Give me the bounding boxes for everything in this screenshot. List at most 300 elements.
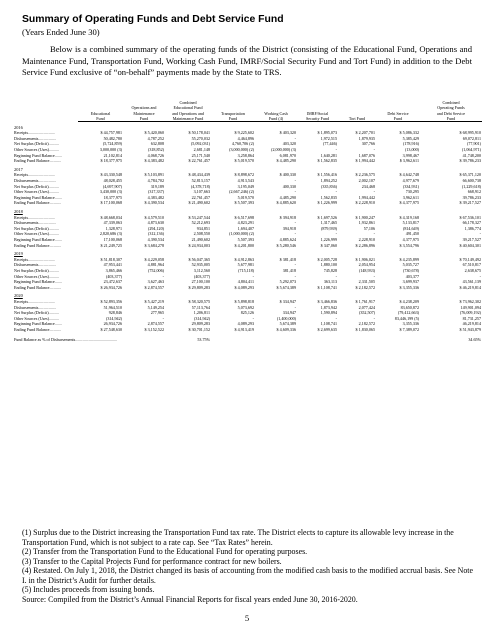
table-cell: (314,942) — [105, 315, 122, 321]
row-label: Receipts.......................... — [14, 172, 55, 178]
table-cell: 307,766 — [361, 141, 375, 147]
table-cell: $ 1,994,442 — [355, 158, 375, 164]
year-label: 2017 — [14, 166, 23, 172]
table-cell: 52,212,693 — [191, 220, 210, 226]
table-cell: 1,108,741 — [320, 321, 337, 327]
table-cell: - — [294, 262, 296, 268]
table-cell: 4,760,706 (2) — [231, 141, 254, 147]
table-cell: $ 5,086,332 — [399, 130, 419, 136]
table-cell: 1,386,774 — [464, 225, 481, 231]
table-cell: - — [335, 231, 337, 237]
fund-balance-label: Fund Balance as % of Disbursements......................................... — [14, 337, 118, 343]
table-cell: 5,507,393 — [237, 236, 254, 242]
table-cell: - — [373, 315, 375, 321]
table-cell: 29,809,283 — [191, 321, 210, 327]
table-cell: 3,195,049 — [237, 183, 254, 189]
table-cell: $ 5,103,891 — [144, 172, 164, 178]
table-cell: 21,490,602 — [191, 236, 210, 242]
row-label: Disbursements................. — [14, 178, 56, 184]
column-header: Fund — [123, 116, 165, 122]
table-cell: $ 2,005,728 — [317, 256, 337, 262]
table-cell: 632,808 — [150, 141, 164, 147]
table-cell: 1,972,515 — [320, 135, 337, 141]
table-cell: $ 1,556,416 — [317, 172, 337, 178]
column-header: Fund — [376, 116, 420, 122]
table-cell: (294,120) — [147, 225, 164, 231]
table-cell: 41,748,200 — [462, 152, 481, 158]
table-cell: 47,339,063 — [103, 220, 122, 226]
table-cell: - — [294, 178, 296, 184]
table-cell: 3,430,000 (3) — [99, 189, 122, 195]
table-cell: $ 4,319,168 — [399, 214, 419, 220]
column-header: Fund (4) — [255, 116, 297, 122]
table-cell: 3,998,467 — [402, 152, 419, 158]
table-cell: - — [294, 220, 296, 226]
page-subtitle: (Years Ended June 30) — [22, 27, 100, 37]
table-cell: $ 3,466,836 — [317, 298, 337, 304]
table-cell: $ 18,377,975 — [100, 158, 122, 164]
table-cell: 1,873,942 — [320, 304, 337, 310]
table-cell: $ 3,554,796 — [399, 242, 419, 248]
row-label: Beginning Fund Balance....... — [14, 194, 62, 200]
table-cell: - — [373, 147, 375, 153]
year-row — [14, 164, 482, 173]
column-header: and Debt Service — [436, 110, 466, 116]
table-cell: $ 403,320 — [279, 130, 296, 136]
row-label: Other Sources (Uses).......... — [14, 189, 60, 195]
footnote: (3) Transfer to the Capital Projects Fund for performance contract for new boilers. — [22, 556, 282, 566]
table-cell: 4,787,252 — [147, 135, 164, 141]
table-cell: 39,217,527 — [462, 236, 481, 242]
year-row — [14, 122, 482, 131]
table-cell: $ 48,668,034 — [100, 214, 122, 220]
row-label: Disbursements................. — [14, 135, 56, 141]
table-cell: - — [294, 273, 296, 279]
table-cell: $ 4,390,534 — [144, 200, 164, 206]
table-cell: $ 400,330 — [279, 172, 296, 178]
table-cell: (2,667,246) (2) — [229, 189, 254, 195]
table-cell: $ 6,517,698 — [234, 214, 254, 220]
table-cell: $ 26,934,726 — [100, 284, 122, 290]
table-cell: (317,337) — [147, 189, 164, 195]
table-cell: $ 347,060 — [320, 242, 337, 248]
fund-balance-combined-total: 34.65% — [468, 336, 481, 342]
table-cell: (76,009,192) — [459, 310, 481, 316]
table-cell: 17,100,068 — [103, 236, 122, 242]
table-cell: 1,687,076 — [358, 152, 375, 158]
table-cell: $ 2,236,575 — [355, 172, 375, 178]
table-cell: $ 1,562,835 — [317, 158, 337, 164]
table-cell: (13,000) — [405, 147, 419, 153]
table-cell: 50,482,780 — [103, 135, 122, 141]
table-cell: 4,873,630 — [147, 220, 164, 226]
table-cell: 149,901,094 — [460, 304, 481, 310]
table-cell: 4,885,624 — [279, 236, 296, 242]
table-cell: 2,228,910 — [358, 236, 375, 242]
table-cell: 39,786,233 — [462, 194, 481, 200]
row-label: Net Surplus (Deficit).......... — [14, 183, 59, 189]
table-cell: (5,092,031) — [190, 141, 210, 147]
table-cell: $ 1,830,065 — [355, 326, 375, 332]
table-cell: $ 51,943,879 — [459, 326, 481, 332]
table-cell: 4,913,543 — [237, 178, 254, 184]
table-cell: $ 4,579,510 — [144, 214, 164, 220]
table-cell: 1,226,999 — [320, 236, 337, 242]
table-cell: $ 52,893,356 — [100, 298, 122, 304]
table-cell: 403,377 — [405, 273, 419, 279]
table-cell: 57,106 — [363, 225, 375, 231]
row-label: Receipts.......................... — [14, 130, 55, 136]
table-cell: 5,385,429 — [402, 135, 419, 141]
table-cell: - — [162, 273, 164, 279]
table-cell: 83,446,199 (5) — [394, 315, 419, 321]
table-cell: 1,994,442 — [358, 194, 375, 200]
table-cell: - — [252, 273, 254, 279]
table-cell: 1,880,100 — [320, 262, 337, 268]
table-cell: 277,965 — [150, 310, 164, 316]
page-number: 5 — [244, 613, 250, 623]
table-cell: (752,006) — [147, 267, 164, 273]
row-label: Beginning Fund Balance....... — [14, 321, 62, 327]
table-cell: (4,378,718) — [190, 183, 210, 189]
table-cell: 23,472,637 — [103, 279, 122, 285]
table-cell: $ 21,490,602 — [188, 200, 210, 206]
row-label: Receipts.......................... — [14, 214, 55, 220]
column-header: Combined — [442, 100, 460, 105]
table-cell: 4,383,482 — [147, 194, 164, 200]
table-cell: $ 17,100,068 — [100, 200, 122, 206]
table-cell: $ 4,485,290 — [276, 158, 296, 164]
table-cell: (730,678) — [402, 267, 419, 273]
table-cell: (5,724,859) — [102, 141, 122, 147]
table-cell: $ 50,178,041 — [188, 130, 210, 136]
year-row — [14, 248, 482, 257]
table-cell: 1,879,935 — [358, 135, 375, 141]
table-cell: $ 27,548,630 — [100, 326, 122, 332]
table-cell: 55,270,032 — [191, 135, 210, 141]
column-header: Maintenance — [133, 110, 155, 116]
table-cell: $ 58,320,575 — [188, 298, 210, 304]
table-cell: 394,918 — [282, 225, 296, 231]
row-label: Ending Fund Balance........... — [14, 242, 61, 248]
table-cell: (403,377) — [193, 273, 210, 279]
table-cell: $ 53,247,544 — [188, 214, 210, 220]
column-header: Tort Fund — [338, 116, 376, 122]
table-cell: $ 1,108,741 — [317, 284, 337, 290]
table-cell: 403,320 — [282, 141, 296, 147]
column-header: Educational Fund — [173, 105, 203, 111]
table-cell: 319,189 — [150, 183, 164, 189]
table-cell: (148,933) — [358, 267, 375, 273]
row-label: Receipts.......................... — [14, 256, 55, 262]
table-cell: (1,229,618) — [461, 183, 481, 189]
column-header: and Operations and — [172, 110, 204, 116]
table-cell: $ 5,280,546 — [276, 242, 296, 248]
table-cell: $ 5,019,570 — [234, 158, 254, 164]
table-cell: $ 5,674,389 — [276, 284, 296, 290]
year-label: 2018 — [14, 209, 23, 214]
table-cell: $ 4,912,863 — [234, 256, 254, 262]
table-cell: $ 4,089,293 — [234, 284, 254, 290]
table-cell: $ 4,913,419 — [234, 326, 254, 332]
table-cell: $ 3,684,278 — [144, 242, 164, 248]
column-header: Fund — [420, 116, 482, 122]
table-cell: (1,400,000) — [276, 315, 296, 321]
table-cell: - — [479, 231, 481, 237]
row-label: Net Surplus (Deficit).......... — [14, 141, 59, 147]
table-cell: 400,330 — [282, 183, 296, 189]
table-cell: 83,650,872 — [400, 304, 419, 310]
row-label: Ending Fund Balance........... — [14, 200, 61, 206]
table-cell: 3,865,466 — [105, 267, 122, 273]
intro-paragraph: Below is a combined summary of the operating funds of the District (consisting of the Educational Fund, Operations and Maintenance Fund, Transportation Fund, Working Cash Fund, IMRF/Social Security Fund and Tort Fund) in addition to the Debt Service Fund exclusive of “on-behalf” payments made by the State to TRS. — [22, 44, 472, 78]
table-cell: 825,126 — [240, 310, 254, 316]
table-cell: 745,828 — [323, 267, 337, 273]
table-cell: $ 39,217,527 — [459, 200, 481, 206]
table-cell: $ 2,182,572 — [355, 284, 375, 290]
year-row — [14, 290, 482, 299]
table-cell: (4,697,907) — [102, 183, 122, 189]
table-cell: 3,112,560 — [193, 267, 210, 273]
table-cell: 4,784,702 — [147, 178, 164, 184]
table-cell: $ 70,149,492 — [459, 256, 481, 262]
table-cell: $ 39,786,233 — [459, 158, 481, 164]
table-cell: 5,677,981 — [237, 262, 254, 268]
year-row — [14, 206, 482, 215]
table-cell: (318,852) — [147, 147, 164, 153]
table-cell: $ 44,757,981 — [100, 130, 122, 136]
table-cell: 4,068,726 — [147, 152, 164, 158]
column-header: Transportation — [221, 110, 245, 116]
table-cell: $ 73,962,302 — [459, 298, 481, 304]
table-cell: (403,377) — [105, 273, 122, 279]
table-cell: 1,590,894 — [320, 310, 337, 316]
row-label: Other Sources (Uses).......... — [14, 315, 60, 321]
table-cell: 5,133,817 — [402, 220, 419, 226]
table-cell: $ 22,761,457 — [188, 158, 210, 164]
row-label: Disbursements................. — [14, 262, 56, 268]
table-cell: 2,820,686 (3) — [99, 231, 122, 237]
table-cell: $ 2,228,910 — [355, 200, 375, 206]
row-label: Ending Fund Balance........... — [14, 158, 61, 164]
row-label: Beginning Fund Balance....... — [14, 152, 62, 158]
table-cell: $ 7,389,072 — [399, 326, 419, 332]
row-label: Net Surplus (Deficit).......... — [14, 267, 59, 273]
table-cell: 5,073,692 — [237, 304, 254, 310]
row-label: Receipts.......................... — [14, 298, 55, 304]
table-cell: 3,258,864 — [237, 152, 254, 158]
table-cell: $ 29,809,283 — [188, 284, 210, 290]
row-label: Other Sources (Uses).......... — [14, 231, 60, 237]
table-cell: 46,219,814 — [462, 321, 481, 327]
table-cell: $ 5,898,818 — [234, 298, 254, 304]
table-cell: $ 2,286,896 — [355, 242, 375, 248]
table-cell: $ 2,874,557 — [144, 284, 164, 290]
table-cell: 67,510,817 — [462, 262, 481, 268]
table-cell: (312,136) — [147, 231, 164, 237]
table-cell: 3,627,463 — [147, 279, 164, 285]
table-cell: 69,072,811 — [462, 135, 481, 141]
table-cell: 1,562,835 — [320, 194, 337, 200]
table-cell: 928,846 — [108, 310, 122, 316]
year-label: 2016 — [14, 124, 23, 130]
table-cell: 4,464,896 — [237, 135, 254, 141]
column-header: Working Cash — [264, 110, 288, 116]
table-cell: 668,912 — [467, 189, 481, 195]
table-cell: $ 4,642,748 — [399, 172, 419, 178]
fund-balance-combined-ed-om: 53.75% — [197, 336, 210, 342]
table-cell: (314,942) — [193, 315, 210, 321]
row-label: Other Sources (Uses).......... — [14, 147, 60, 153]
table-cell: 5,674,389 — [279, 321, 296, 327]
table-cell: (1,064,971) — [461, 147, 481, 153]
table-cell: 26,934,726 — [103, 321, 122, 327]
table-cell: - — [373, 189, 375, 195]
table-cell: 43,561,139 — [462, 279, 481, 285]
table-cell: $ 56,047,365 — [188, 256, 210, 262]
table-cell: $ 1,906,021 — [355, 256, 375, 262]
table-cell: 2,182,572 — [358, 321, 375, 327]
table-cell: $ 1,697,526 — [317, 214, 337, 220]
table-cell: $ 4,383,482 — [144, 158, 164, 164]
table-cell: $ 24,934,003 — [188, 242, 210, 248]
table-cell: $ 4,235,899 — [399, 256, 419, 262]
table-cell: 6,081,970 — [279, 152, 296, 158]
row-label: Disbursements................. — [14, 220, 56, 226]
table-cell: 2,077,424 — [358, 304, 375, 310]
table-cell: 1,694,407 — [237, 225, 254, 231]
table-cell: 2,638,675 — [464, 267, 481, 273]
table-cell: (352,507) — [358, 310, 375, 316]
table-cell: $ 9,225,602 — [234, 130, 254, 136]
table-cell: $ 1,895,073 — [317, 130, 337, 136]
table-cell: 5,149,254 — [147, 304, 164, 310]
table-cell: (1,000,000) (2) — [229, 231, 254, 237]
table-cell: - — [479, 273, 481, 279]
table-cell: $ 394,918 — [279, 214, 296, 220]
table-cell: $ 5,507,393 — [234, 200, 254, 206]
table-cell: - — [162, 315, 164, 321]
table-cell: 4,881,964 — [147, 262, 164, 268]
table-cell: - — [335, 189, 337, 195]
table-cell: 66,600,738 — [462, 178, 481, 184]
table-cell: 234,468 — [361, 183, 375, 189]
source-note: Source: Compiled from the District’s Annual Financial Reports for fiscal years ended June 30, 2016-2020. — [22, 594, 358, 604]
row-label: Net Surplus (Deficit).......... — [14, 225, 59, 231]
table-cell: 25,171,540 — [191, 152, 210, 158]
footnotes — [22, 528, 474, 604]
table-cell: 47,953,441 — [103, 262, 122, 268]
table-cell: $ 381,418 — [279, 256, 296, 262]
table-cell: $ 8,898,672 — [234, 172, 254, 178]
table-cell: $ 1,226,999 — [317, 200, 337, 206]
table-cell: 3,000,000 (3) — [99, 147, 122, 153]
table-cell: 5,035,727 — [402, 262, 419, 268]
table-cell: 1,640,281 — [320, 152, 337, 158]
table-cell: (334,931) — [402, 183, 419, 189]
table-cell: $ 4,238,209 — [399, 298, 419, 304]
table-cell: 21,102,814 — [103, 152, 122, 158]
table-cell: $ 3,962,611 — [399, 158, 419, 164]
table-cell: - — [294, 231, 296, 237]
table-cell: (879,939) — [320, 225, 337, 231]
table-cell: - — [335, 273, 337, 279]
page-title: Summary of Operating Funds and Debt Service Fund — [22, 14, 284, 25]
table-cell: $ 5,427,219 — [144, 298, 164, 304]
table-cell: $ 1,761,917 — [355, 298, 375, 304]
table-cell: 5,019,570 — [237, 194, 254, 200]
table-cell: 57,113,764 — [191, 304, 210, 310]
column-header: Security Fund — [297, 116, 338, 122]
row-label: Ending Fund Balance........... — [14, 284, 61, 290]
table-cell: 1,206,811 — [193, 310, 210, 316]
table-cell: 4,377,975 — [402, 236, 419, 242]
table-cell: $ 3,355,336 — [399, 284, 419, 290]
table-cell: $ 30,701,152 — [188, 326, 210, 332]
table-cell: 2,331,505 — [358, 279, 375, 285]
table-cell: 2,054,954 — [358, 262, 375, 268]
table-cell: 2,874,557 — [147, 321, 164, 327]
row-label: Beginning Fund Balance....... — [14, 279, 62, 285]
table-cell: $ 40,604,301 — [459, 242, 481, 248]
table-cell: (79,412,663) — [397, 310, 419, 316]
table-cell: (178,916) — [402, 141, 419, 147]
column-header: Fund — [211, 116, 255, 122]
table-cell: 81,731,257 — [462, 315, 481, 321]
table-cell: (77,901) — [467, 141, 481, 147]
row-label: Beginning Fund Balance....... — [14, 236, 62, 242]
table-cell: - — [373, 273, 375, 279]
fund-balance-row — [14, 336, 482, 343]
table-cell: - — [294, 189, 296, 195]
table-cell: 934,851 — [196, 225, 210, 231]
table-cell: - — [335, 147, 337, 153]
table-cell: - — [373, 231, 375, 237]
table-cell: 1,328,971 — [105, 225, 122, 231]
table-cell: $ 46,219,814 — [459, 284, 481, 290]
column-header: Combined — [179, 100, 197, 105]
table-cell: (77,446) — [323, 141, 337, 147]
table-cell: (335,836) — [320, 183, 337, 189]
table-cell: 4,089,293 — [237, 321, 254, 327]
table-cell: 3,107,663 — [193, 189, 210, 195]
table-cell: - — [294, 135, 296, 141]
table-cell: 1,894,252 — [320, 178, 337, 184]
table-cell: 730,295 — [405, 189, 419, 195]
table-cell: 4,804,411 — [237, 279, 254, 285]
table-cell: $ 4,229,058 — [144, 256, 164, 262]
footnote: (4) Restated. On July 1, 2018, the District changed its basis of accounting from the modified cash basis to the modified accrual basis. See Note I. in the District’s Audit for further details. — [22, 566, 473, 585]
table-cell: 1,932,861 — [358, 220, 375, 226]
column-header: Educational — [90, 110, 111, 116]
table-cell: 5,292,073 — [279, 279, 296, 285]
table-cell: $ 4,201,800 — [234, 242, 254, 248]
table-cell: $ 68,995,910 — [459, 130, 481, 136]
year-label: 2019 — [14, 251, 23, 257]
table-cell: (3,000,000) (2) — [229, 147, 254, 153]
table-cell: $ 1,900,247 — [355, 214, 375, 220]
table-cell: 491,450 — [405, 231, 419, 237]
table-cell: 22,761,457 — [191, 194, 210, 200]
table-cell: 381,418 — [282, 267, 296, 273]
footnote: (5) Includes proceeds from issuing bonds. — [22, 585, 155, 594]
row-label: Net Surplus (Deficit).......... — [14, 310, 59, 316]
table-cell: - — [252, 315, 254, 321]
table-cell: - — [294, 304, 296, 310]
table-cell: $ 5,420,060 — [144, 130, 164, 136]
table-cell: 4,823,291 — [237, 220, 254, 226]
table-cell: 51,964,510 — [103, 304, 122, 310]
